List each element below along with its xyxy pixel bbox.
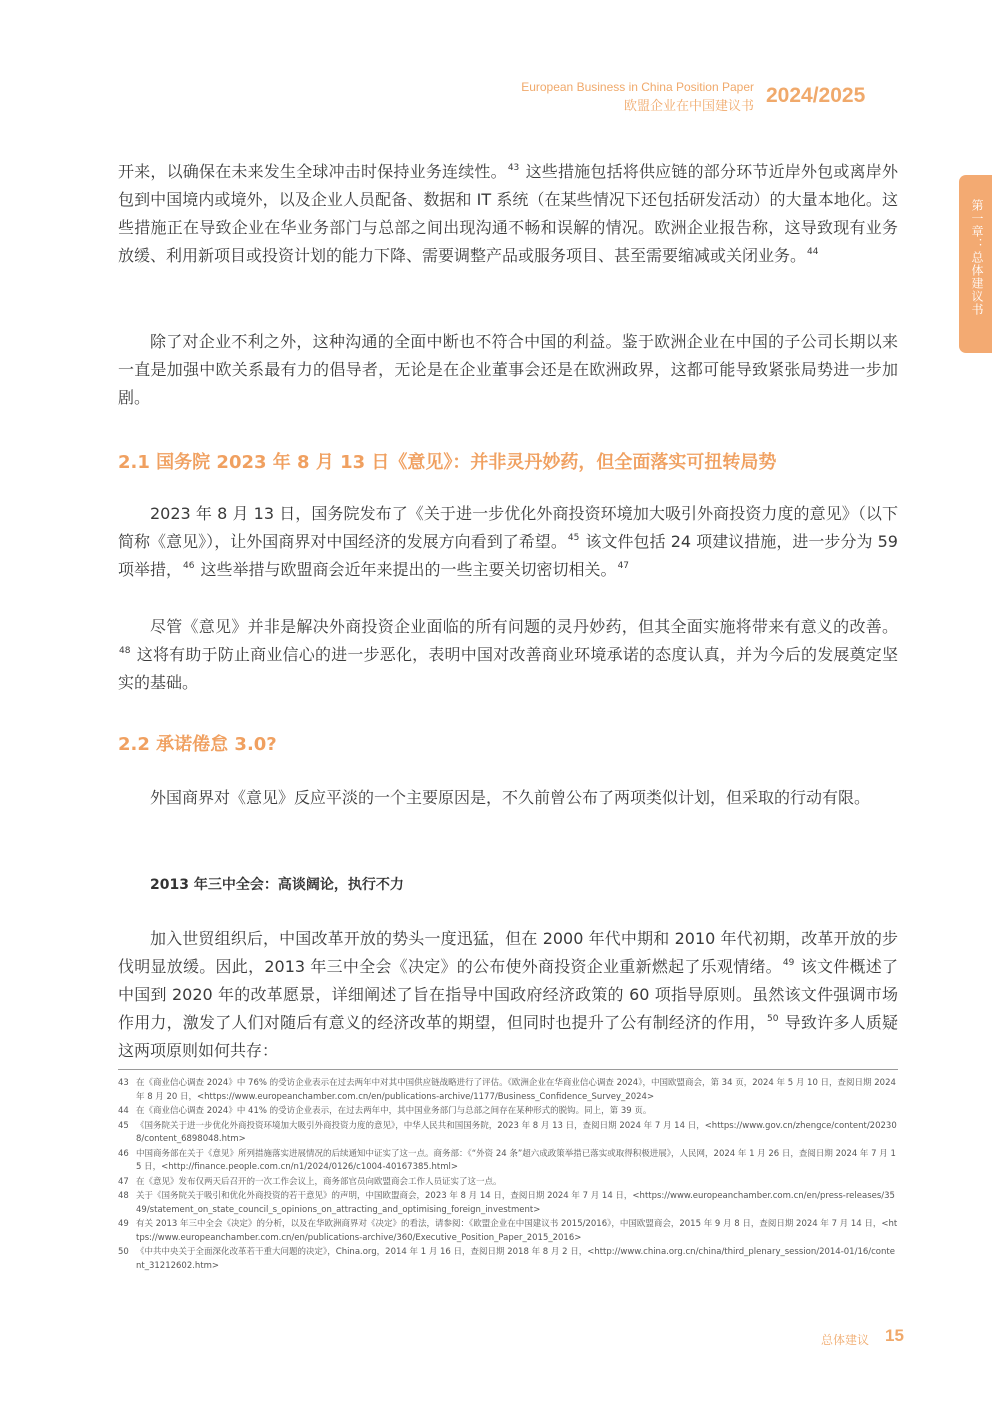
footnote-item xyxy=(118,1176,898,1190)
footnote-number: 43 xyxy=(118,1078,129,1088)
footnote-divider xyxy=(118,1069,898,1070)
paragraph-4 xyxy=(118,613,898,697)
footnote-number: 45 xyxy=(118,1120,129,1131)
footnote-ref[interactable]: 46 xyxy=(183,561,195,571)
paragraph-1 xyxy=(118,158,898,270)
footnote-text[interactable]: 《国务院关于进一步优化外商投资环境加大吸引外商投资力度的意见》，中华人民共和国国务院，2023 年 8 月 13 日，查阅日期 2024 年 7 月 14 日，<https://www.gov.cn/zhengce/content/202308/content_6898048.htm> xyxy=(136,1120,897,1144)
footnote-item xyxy=(118,1077,898,1104)
header-subtitle-cn: 欧盟企业在中国建议书 xyxy=(623,99,754,114)
footnote-text: 在《商业信心调查 2024》中 41% 的受访企业表示，在过去两年中，其中国业务部门与总部之间存在某种形式的脱钩。同上，第 39 页。 xyxy=(136,1106,652,1116)
chapter-side-tab-label: 第一章：总体建议书 xyxy=(970,199,984,316)
paragraph-text: 导致许多人质疑这两项原则如何共存： xyxy=(118,1013,898,1060)
footnote-item xyxy=(118,1120,898,1147)
footnote-text[interactable]: 《中共中央关于全面深化改革若干重大问题的决定》，China.org，2014 年 1 月 16 日，查阅日期 2018 年 8 月 2 日，<http://www.china.org.cn/china/third_plenary_session/2014-01/16/content_31212602.htm> xyxy=(136,1247,895,1271)
footnote-text[interactable]: 有关 2013 年三中全会《决定》的分析，以及在华欧洲商界对《决定》的看法，请参阅：《欧盟企业在中国建议书 2015/2016》，中国欧盟商会，2015 年 9 月 8 日，查阅日期 2024 年 7 月 14 日，<https://www.europeanchamber.com.cn/en/publications-archive/360/Executive_Position_Paper_2015_2016> xyxy=(136,1219,898,1243)
footnote-item xyxy=(118,1218,898,1245)
header-subtitle-en: European Business in China Position Paper xyxy=(521,80,754,94)
footnote-number: 49 xyxy=(118,1219,129,1229)
footnote-ref[interactable]: 44 xyxy=(807,247,819,257)
footnote-ref[interactable]: 48 xyxy=(119,646,131,656)
chapter-side-tab[interactable] xyxy=(959,175,992,353)
footnotes xyxy=(118,1077,898,1274)
paragraph-text: 尽管《意见》并非是解决外商投资企业面临的所有问题的灵丹妙药，但其全面实施将带来有意义的改善。 xyxy=(150,617,898,636)
sub-heading-third-plenum: 2013 年三中全会：高谈阔论，执行不力 xyxy=(150,877,404,893)
footnote-text[interactable]: 在《商业信心调查 2024》中 76% 的受访企业表示在过去两年中对其中国供应链战略进行了评估。《欧洲企业在华商业信心调查 2024》，中国欧盟商会，第 34 页，2024 年 5 月 10 日，查阅日期 2024 年 8 月 20 日，<https://www.europeanchamber.com.cn/en/publications-archive/1177/Business_Confidence_Survey_2024> xyxy=(136,1078,896,1102)
paragraph-3 xyxy=(118,500,898,584)
paragraph-text: 外国商界对《意见》反应平淡的一个主要原因是，不久前曾公布了两项类似计划，但采取的行动有限。 xyxy=(150,788,871,807)
footnote-text: 在《意见》发布仅两天后召开的一次工作会议上，商务部官员向欧盟商会工作人员证实了这一点。 xyxy=(136,1176,502,1187)
footnote-number: 46 xyxy=(118,1148,129,1159)
footnote-item xyxy=(118,1190,898,1217)
paragraph-text: 2023 年 8 月 13 日，国务院发布了《关于进一步优化外商投资环境加大吸引外商投资力度的意见》（以下简称《意见》），让外国商界对中国经济的发展方向看到了希望。 xyxy=(118,504,898,551)
paragraph-text: 该文件包括 24 项建议措施，进一步分为 59项举措， xyxy=(118,532,898,579)
paragraph-5 xyxy=(118,784,898,812)
section-heading-2-1: 2.1 国务院 2023 年 8 月 13 日《意见》：并非灵丹妙药，但全面落实可扭转局势 xyxy=(118,452,777,473)
footnote-number: 48 xyxy=(118,1191,129,1201)
paragraph-6 xyxy=(118,925,898,1065)
footnote-ref[interactable]: 43 xyxy=(507,163,520,173)
paragraph-text: 这将有助于防止商业信心的进一步恶化，表明中国对改善商业环境承诺的态度认真，并为今后的发展奠定坚实的基础。 xyxy=(118,645,898,692)
paragraph-text: 开来，以确保在未来发生全球冲击时保持业务连续性。 xyxy=(118,162,507,181)
footnote-ref[interactable]: 45 xyxy=(567,533,580,543)
paragraph-text: 该文件概述了中国到 2020 年的改革愿景，详细阐述了旨在指导中国政府经济政策的 60 项指导原则。虽然该文件强调市场作用力，激发了人们对随后有意义的经济改革的期望，但同时也提升了公有制经济的作用， xyxy=(118,957,898,1032)
footnote-text[interactable]: 中国商务部在关于《意见》所列措施落实进展情况的后续通知中证实了这一点。商务部：《“外资 24 条”超六成政策举措已落实或取得积极进展》，人民网，2024 年 1 月 26 日，查阅日期 2024 年 7 月 15 日，<http://finance.people.com.cn/n1/2024/0126/c1004-40167385.html> xyxy=(136,1148,896,1172)
footer-section-label: 总体建议 xyxy=(820,1333,869,1347)
footnote-item xyxy=(118,1105,898,1119)
footnote-item xyxy=(118,1148,898,1175)
header-year: 2024/2025 xyxy=(766,84,866,107)
footnote-number: 50 xyxy=(118,1247,129,1257)
page-number: 15 xyxy=(885,1326,904,1345)
paragraph-text: 这些措施包括将供应链的部分环节近岸外包或离岸外包到中国境内或境外，以及企业人员配备、数据和 IT 系统（在某些情况下还包括研发活动）的大量本地化。这些措施正在导致企业在华业务部门与总部之间出现沟通不畅和误解的情况。欧洲企业报告称，这导致现有业务放缓、利用新项目或投资计划的能力下降、需要调整产品或服务项目、甚至需要缩减或关闭业务。 xyxy=(118,162,898,265)
section-heading-2-2: 2.2 承诺倦怠 3.0? xyxy=(118,734,277,755)
paragraph-2 xyxy=(118,328,898,412)
paragraph-text: 加入世贸组织后，中国改革开放的势头一度迅猛，但在 2000 年代中期和 2010 年代初期，改革开放的步伐明显放缓。因此，2013 年三中全会《决定》的公布使外商投资企业重新燃起了乐观情绪。 xyxy=(118,929,898,976)
footnote-text[interactable]: 关于《国务院关于吸引和优化外商投资的若干意见》的声明，中国欧盟商会，2023 年 8 月 14 日，查阅日期 2024 年 7 月 14 日，<https://www.europeanchamber.com.cn/en/press-releases/3549/statement_on_state_council_s_opinions_on_attracting_and_optimising_foreign_investment> xyxy=(136,1191,895,1215)
footnote-ref[interactable]: 50 xyxy=(767,1014,779,1024)
footnote-number: 44 xyxy=(118,1106,129,1116)
footnote-ref[interactable]: 49 xyxy=(782,958,795,968)
paragraph-text: 除了对企业不利之外，这种沟通的全面中断也不符合中国的利益。鉴于欧洲企业在中国的子公司长期以来一直是加强中欧关系最有力的倡导者，无论是在企业董事会还是在欧洲政界，这都可能导致紧张局势进一步加剧。 xyxy=(118,332,898,407)
footnote-ref[interactable]: 47 xyxy=(617,561,630,571)
footnote-item xyxy=(118,1246,898,1273)
paragraph-text: 这些举措与欧盟商会近年来提出的一些主要关切密切相关。 xyxy=(195,560,617,579)
footnote-number: 47 xyxy=(118,1176,129,1187)
